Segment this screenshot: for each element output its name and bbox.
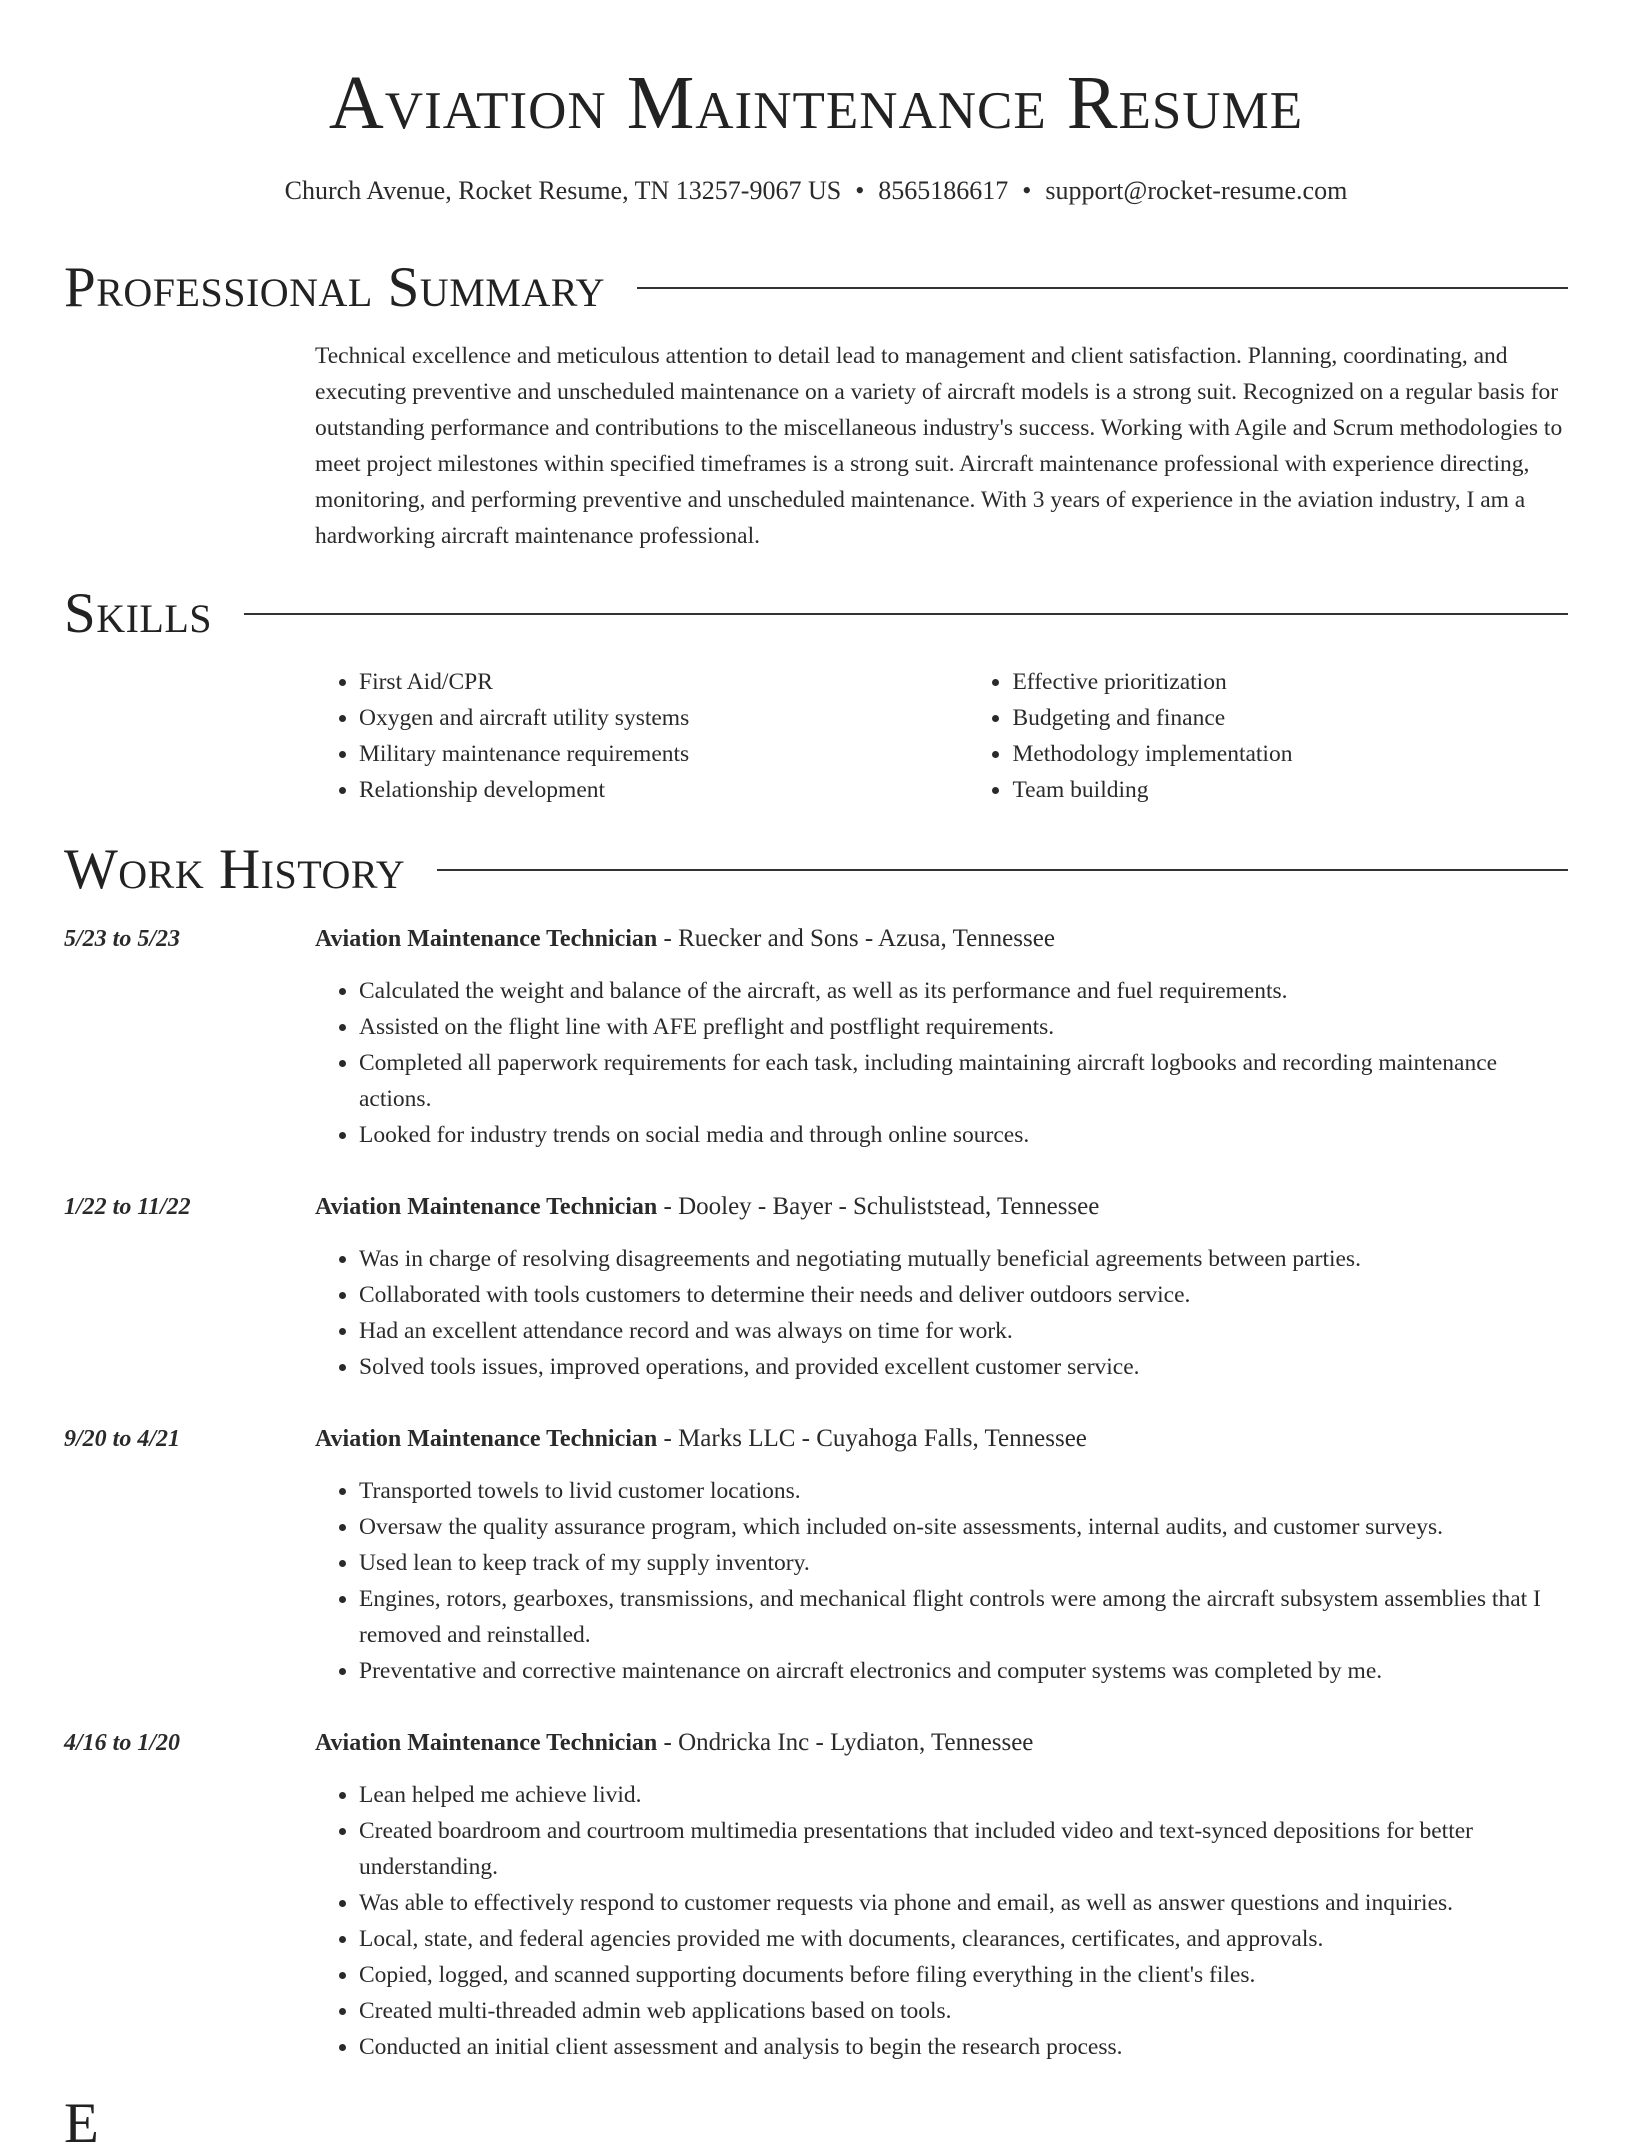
- skills-heading: Skills: [64, 582, 213, 645]
- skill-item: • Military maintenance requirements: [359, 736, 926, 772]
- job-bullet: • Assisted on the flight line with AFE preflight and postflight requirements.: [359, 1009, 1568, 1045]
- job-role: [315, 921, 1568, 957]
- job-bullet: • Solved tools issues, improved operations, and provided excellent customer service.: [359, 1349, 1568, 1385]
- skills-column-right: [968, 664, 1568, 808]
- skill-item: • Team building: [1012, 772, 1568, 808]
- job-bullet: • Was in charge of resolving disagreements and negotiating mutually beneficial agreements between parties.: [359, 1241, 1568, 1277]
- job-bullets: [315, 973, 1568, 1153]
- skill-item: • Effective prioritization: [1012, 664, 1568, 700]
- section-divider: [437, 869, 1568, 871]
- skill-item: • Methodology implementation: [1012, 736, 1568, 772]
- job-bullet: • Conducted an initial client assessment and analysis to begin the research process.: [359, 2029, 1568, 2065]
- job-role: [315, 1189, 1568, 1225]
- skill-item: • Oxygen and aircraft utility systems: [359, 700, 926, 736]
- job-role: [315, 1421, 1568, 1457]
- job-title: Aviation Maintenance Technician: [315, 1730, 658, 1756]
- job-bullet: • Created boardroom and courtroom multimedia presentations that included video and text-synced depositions for better understanding.: [359, 1813, 1568, 1885]
- contact-separator: •: [855, 176, 865, 205]
- job-date: 1/22 to 11/22: [64, 1194, 191, 1220]
- contact-separator: •: [1022, 176, 1032, 205]
- contact-address: Church Avenue, Rocket Resume, TN 13257-9067 US: [284, 176, 842, 205]
- job-title: Aviation Maintenance Technician: [315, 1194, 658, 1220]
- job-bullet: • Had an excellent attendance record and was always on time for work.: [359, 1313, 1568, 1349]
- section-divider: [244, 613, 1568, 615]
- skills-column-left: [315, 664, 926, 808]
- skill-item: • First Aid/CPR: [359, 664, 926, 700]
- skill-item: • Relationship development: [359, 772, 926, 808]
- job-title: Aviation Maintenance Technician: [315, 1426, 658, 1452]
- work-section-header: [64, 838, 1568, 902]
- job-bullet: • Looked for industry trends on social media and through online sources.: [359, 1117, 1568, 1153]
- job-bullet: • Calculated the weight and balance of the aircraft, as well as its performance and fuel requirements.: [359, 973, 1568, 1009]
- resume-page: [64, 0, 1568, 2155]
- skill-item: • Budgeting and finance: [1012, 700, 1568, 736]
- job-employer: - Marks LLC - Cuyahoga Falls, Tennessee: [657, 1425, 1087, 1452]
- job-date: 4/16 to 1/20: [64, 1730, 181, 1756]
- job-bullet: • Copied, logged, and scanned supporting documents before filing everything in the client's files.: [359, 1957, 1568, 1993]
- summary-heading: Professional Summary: [64, 256, 606, 319]
- section-divider: [637, 287, 1568, 289]
- job-bullets: [315, 1473, 1568, 1689]
- contact-email: support@rocket-resume.com: [1045, 176, 1348, 205]
- job-bullet: • Collaborated with tools customers to determine their needs and deliver outdoors service.: [359, 1277, 1568, 1313]
- job-bullets: [315, 1777, 1568, 2065]
- job-title: Aviation Maintenance Technician: [315, 926, 658, 952]
- job-bullet: • Engines, rotors, gearboxes, transmissions, and mechanical flight controls were among the aircraft subsystem assemblies that I removed and reinstalled.: [359, 1581, 1568, 1653]
- summary-section-header: [64, 256, 1568, 320]
- job-bullets: [315, 1241, 1568, 1385]
- job-bullet: • Lean helped me achieve livid.: [359, 1777, 1568, 1813]
- resume-title: Aviation Maintenance Resume: [328, 61, 1304, 145]
- job-bullet: • Completed all paperwork requirements for each task, including maintaining aircraft logbooks and recording maintenance actions.: [359, 1045, 1568, 1117]
- work-heading: Work History: [64, 838, 406, 901]
- contact-line: [64, 174, 1568, 208]
- job-bullet: • Oversaw the quality assurance program, which included on-site assessments, internal audits, and customer surveys.: [359, 1509, 1568, 1545]
- job-employer: - Dooley - Bayer - Schuliststead, Tennessee: [657, 1193, 1100, 1220]
- next-section-heading-peek: E: [64, 2092, 99, 2155]
- job-bullet: • Used lean to keep track of my supply inventory.: [359, 1545, 1568, 1581]
- job-bullet: • Transported towels to livid customer locations.: [359, 1473, 1568, 1509]
- skills-section-header: [64, 582, 1568, 646]
- job-employer: - Ruecker and Sons - Azusa, Tennessee: [657, 925, 1055, 952]
- skills-list: [315, 664, 1568, 808]
- job-role: [315, 1725, 1568, 1761]
- job-bullet: • Created multi-threaded admin web applications based on tools.: [359, 1993, 1568, 2029]
- job-bullet: • Was able to effectively respond to customer requests via phone and email, as well as answer questions and inquiries.: [359, 1885, 1568, 1921]
- summary-text: Technical excellence and meticulous attention to detail lead to management and client satisfaction. Planning, coordinating, and executing preventive and unscheduled maintenance on a variety of aircraft models is a strong suit. Recognized on a regular basis for outstanding performance and contributions to the miscellaneous industry's success. Working with Agile and Scrum methodologies to meet project milestones within specified timeframes is a strong suit. Aircraft maintenance professional with experience directing, monitoring, and performing preventive and unscheduled maintenance. With 3 years of experience in the aviation industry, I am a hardworking aircraft maintenance professional.: [315, 343, 1563, 549]
- job-bullet: • Preventative and corrective maintenance on aircraft electronics and computer systems was completed by me.: [359, 1653, 1568, 1689]
- job-bullet: • Local, state, and federal agencies provided me with documents, clearances, certificates, and approvals.: [359, 1921, 1568, 1957]
- contact-phone: 8565186617: [878, 176, 1009, 205]
- job-employer: - Ondricka Inc - Lydiaton, Tennessee: [657, 1729, 1034, 1756]
- job-date: 9/20 to 4/21: [64, 1426, 181, 1452]
- job-date: 5/23 to 5/23: [64, 926, 181, 952]
